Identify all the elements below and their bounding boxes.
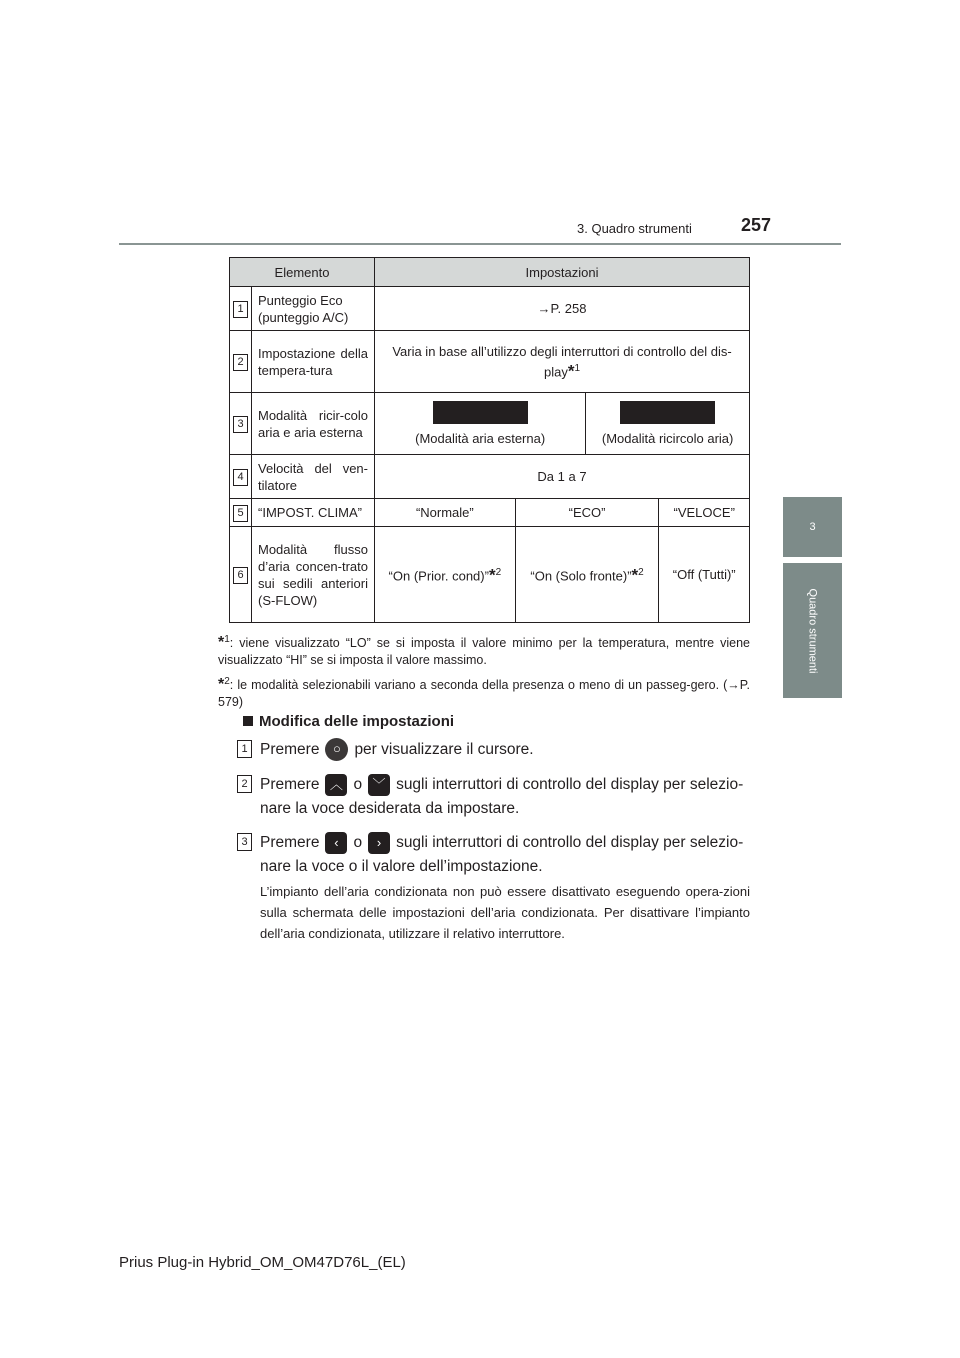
square-bullet-icon bbox=[243, 716, 253, 726]
row-number-badge: 5 bbox=[233, 505, 248, 522]
header-elemento: Elemento bbox=[230, 258, 375, 287]
header-impostazioni: Impostazioni bbox=[375, 258, 750, 287]
footnote-ref: 2 bbox=[495, 567, 502, 579]
settings-table bbox=[229, 257, 750, 623]
option-recirculated-air: (Modalità ricircolo aria) bbox=[586, 393, 750, 455]
option-outside-air: (Modalità aria esterna) bbox=[375, 393, 586, 455]
step-number-badge: 2 bbox=[237, 775, 252, 793]
ok-button-icon: ○ bbox=[325, 738, 348, 761]
table-row bbox=[230, 331, 750, 393]
running-header-section: 3. Quadro strumenti bbox=[577, 221, 692, 236]
row-setting-value: Varia in base all’utilizzo degli interruttori di controllo del dis-play*$^1$ bbox=[375, 331, 750, 393]
row-number-badge: 4 bbox=[233, 469, 248, 486]
footnote-ref: 2 bbox=[638, 567, 644, 579]
option-veloce: “VELOCE” bbox=[659, 499, 750, 527]
page-number: 257 bbox=[741, 215, 772, 235]
option-on-front: “On (Solo fronte)”*$^2$ bbox=[515, 527, 659, 623]
table-header-row bbox=[230, 258, 750, 287]
chevron-up-icon: ︿ bbox=[325, 774, 347, 796]
table-row bbox=[230, 287, 750, 331]
recirculated-air-mode-icon bbox=[620, 401, 715, 424]
option-off-all: “Off (Tutti)” bbox=[659, 527, 750, 623]
footnote-star-mark: * bbox=[488, 565, 496, 585]
row-number-badge: 6 bbox=[233, 567, 248, 584]
footnote-2: *$^2$: le modalità selezionabili variano a seconda della presenza o meno di un passeg-gero. (→P. 579) bbox=[218, 676, 750, 710]
row-element-name: Punteggio Eco (punteggio A/C) bbox=[252, 287, 375, 331]
table-row bbox=[230, 393, 750, 455]
chevron-down-icon: ﹀ bbox=[368, 774, 390, 796]
row-number-badge: 1 bbox=[233, 301, 248, 318]
row-element-name: “IMPOST. CLIMA” bbox=[252, 499, 375, 527]
row-setting-value: Da 1 a 7 bbox=[375, 455, 750, 499]
option-on-prior: “On (Prior. cond)”*$^2$ bbox=[375, 527, 516, 623]
table-row bbox=[230, 455, 750, 499]
row-element-name: Impostazione della tempera-tura bbox=[252, 331, 375, 393]
chevron-right-icon: › bbox=[368, 832, 390, 854]
step-number-badge: 3 bbox=[237, 833, 252, 851]
row-element-name: Modalità flusso d’aria concen-trato sui sedili anteriori (S-FLOW) bbox=[252, 527, 375, 623]
chevron-left-icon: ‹ bbox=[325, 832, 347, 854]
row-number-badge: 3 bbox=[233, 416, 248, 433]
step-3: 3 Premere ‹ o › sugli interruttori di controllo del display per selezio-nare la voce o il valore dell’impostazione. bbox=[237, 831, 750, 879]
step-2: 2 Premere ︿ o ﹀ sugli interruttori di controllo del display per selezio-nare la voce desiderata da impostare. bbox=[237, 773, 750, 821]
table-row bbox=[230, 499, 750, 527]
option-normal: “Normale” bbox=[375, 499, 516, 527]
document-footer: Prius Plug-in Hybrid_OM_OM47D76L_(EL) bbox=[119, 1254, 406, 1271]
info-note: L’impianto dell’aria condizionata non può essere disattivato eseguendo opera-zioni sulla schermata delle impostazioni dell’aria condizionata. Per disattivare l’impianto dell’aria condizionata, utilizzare il relativo interruttore. bbox=[260, 884, 750, 941]
section-title: Modifica delle impostazioni bbox=[243, 713, 454, 730]
footnote-star-mark: * bbox=[567, 361, 575, 381]
row-number-badge: 2 bbox=[233, 354, 248, 371]
footnote-star-mark: * bbox=[631, 565, 639, 585]
chapter-tab-label: Quadro strumenti bbox=[806, 588, 819, 673]
footnote-1: *$^1$: viene visualizzato “LO” se si imposta il valore minimo per la temperatura, mentre viene visualizzato “HI” se si imposta il valore massimo. bbox=[218, 634, 750, 668]
row-element-name: Modalità ricir-colo aria e aria esterna bbox=[252, 393, 375, 455]
row-setting-value: →P. 258 bbox=[375, 287, 750, 331]
row-element-name: Velocità del ven-tilatore bbox=[252, 455, 375, 499]
step-number-badge: 1 bbox=[237, 740, 252, 758]
table-row bbox=[230, 527, 750, 623]
option-eco: “ECO” bbox=[515, 499, 659, 527]
chapter-tab-number: 3 bbox=[783, 497, 842, 557]
footnote-ref: 1 bbox=[574, 362, 581, 374]
outside-air-mode-icon bbox=[433, 401, 528, 424]
step-1: 1 Premere ○ per visualizzare il cursore. bbox=[237, 738, 750, 762]
header-divider bbox=[119, 243, 841, 245]
